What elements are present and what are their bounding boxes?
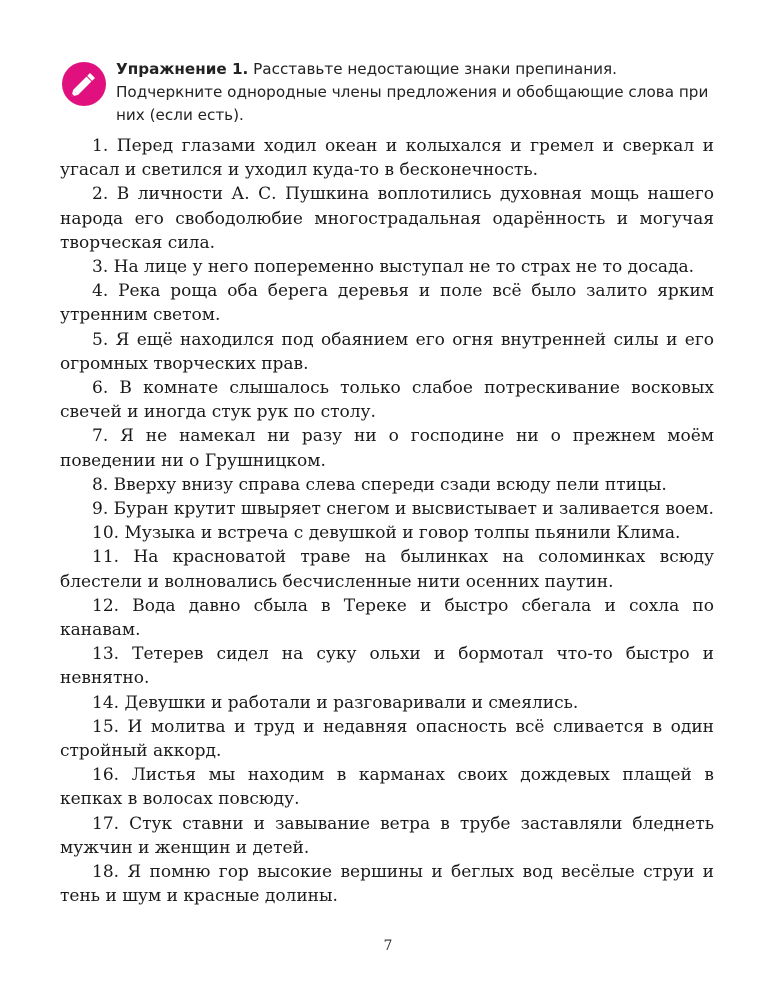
exercise-item: 10. Музыка и встреча с девушкой и говор толпы пьянили Клима. <box>92 523 681 544</box>
exercise-item: 12. Вода давно сбыла в Тереке и быстро сбегала и сохла по канавам. <box>60 595 714 641</box>
exercise-item: 11. На красноватой траве на былинках на соломинках всюду блестели и волновались бесчисленные нити осенних паутин. <box>60 547 714 592</box>
exercise-items <box>60 134 714 909</box>
exercise-item: 8. Вверху внизу справа слева спереди сзади всюду пели птицы. <box>92 474 667 495</box>
exercise-item: 2. В личности А. С. Пушкина воплотились духовная мощь нашего народа его свободолюбие многострадальная одарённость и могучая творческая сила. <box>60 184 714 253</box>
page-number: 7 <box>383 938 393 954</box>
pencil-icon <box>62 62 106 106</box>
exercise-item: 4. Река роща оба берега деревья и поле всё было залито ярким утренним светом. <box>60 281 714 326</box>
pencil-icon-glyph <box>62 62 106 106</box>
exercise-item: 15. И молитва и труд и недавняя опасность всё сливается в один стройный аккорд. <box>60 716 714 762</box>
exercise-label: Упражнение 1. <box>116 60 249 78</box>
exercise-item: 9. Буран крутит швыряет снегом и высвистывает и заливается воем. <box>92 499 714 520</box>
exercise-item: 13. Тетерев сидел на суку ольхи и бормотал что-то быстро и невнятно. <box>60 644 714 689</box>
exercise-item: 6. В комнате слышалось только слабое потрескивание восковых свечей и иногда стук рук по столу. <box>60 378 714 423</box>
exercise-item: 1. Перед глазами ходил океан и колыхался и гремел и сверкал и угасал и светился и уходил куда-то в бесконечность. <box>60 136 714 181</box>
exercise-item: 7. Я не намекал ни разу ни о господине ни о прежнем моём поведении ни о Грушницком. <box>60 426 714 471</box>
exercise-item: 16. Листья мы находим в карманах своих дождевых плащей в кепках в волосах повсюду. <box>60 765 714 810</box>
exercise-instruction: Расставьте недостающие знаки препинания. Подчеркните однородные члены предложения и обобщающие слова при них (если есть). <box>116 60 709 124</box>
exercise-item: 14. Девушки и работали и разговаривали и смеялись. <box>92 692 579 713</box>
exercise-item: 17. Стук ставни и завывание ветра в трубе заставляли бледнеть мужчин и женщин и детей. <box>60 813 714 858</box>
exercise-item: 5. Я ещё находился под обаянием его огня внутренней силы и его огромных творческих прав. <box>60 329 714 374</box>
exercise-header <box>116 58 716 127</box>
exercise-item: 18. Я помню гор высокие вершины и беглых вод весёлые струи и тень и шум и красные долины. <box>60 862 714 907</box>
exercise-item: 3. На лице у него попеременно выступал не то страх не то досада. <box>92 257 695 278</box>
